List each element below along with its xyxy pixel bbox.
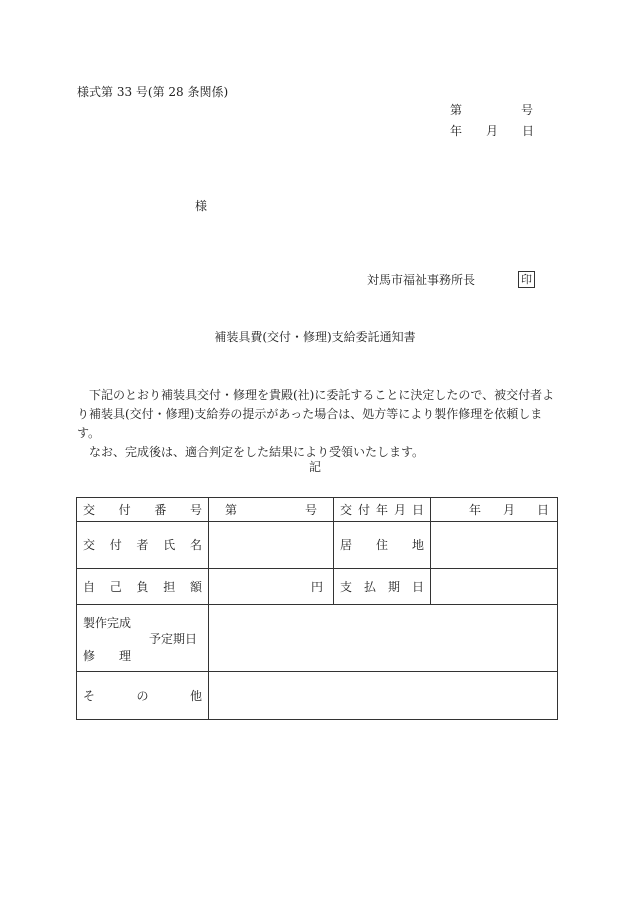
seal-stamp: 印 — [518, 271, 535, 288]
issue-date-year: 年 — [450, 124, 463, 138]
form-number: 様式第 33 号(第 28 条関係) — [77, 85, 229, 99]
body-paragraph-1: 下記のとおり補装具交付・修理を貴殿(社)に委託することに決定したので、被交付者より補装具(交付・修理)支給券の提示があった場合は、処方等により製作修理を依頼します。 — [77, 388, 555, 440]
label-issue-number: 交 付 番 号 — [77, 498, 209, 522]
label-other: そ の 他 — [77, 672, 209, 720]
issue-date — [450, 125, 534, 137]
ki-marker: 記 — [308, 460, 321, 474]
value-copay — [209, 569, 334, 605]
doc-number-suffix: 号 — [521, 103, 534, 117]
value-other — [209, 672, 558, 720]
addressee-honorific: 様 — [195, 199, 208, 213]
copay-unit: 円 — [310, 579, 323, 594]
label-completion-top: 製作完成 — [83, 616, 132, 630]
value-address — [431, 522, 558, 569]
body-text — [77, 386, 559, 462]
value-recipient-name — [209, 522, 334, 569]
label-address: 居 住 地 — [334, 522, 431, 569]
details-table — [76, 497, 558, 720]
value-issue-number: 第 号 — [209, 498, 334, 522]
value-completion-date — [209, 605, 558, 672]
label-payment-date: 支 払 期 日 — [334, 569, 431, 605]
label-recipient-name: 交 付 者 氏 名 — [77, 522, 209, 569]
row-other — [77, 672, 558, 720]
row-issue-number — [77, 498, 558, 522]
label-completion-mid: 予定期日 — [149, 632, 198, 646]
issue-date-month: 月 — [486, 124, 499, 138]
row-recipient — [77, 522, 558, 569]
issue-date-day: 日 — [522, 124, 535, 138]
label-copay: 自 己 負 担 額 — [77, 569, 209, 605]
label-completion-repair-2: 理 — [119, 649, 132, 663]
row-completion — [77, 605, 558, 672]
label-issue-date: 交 付 年 月 日 — [334, 498, 431, 522]
row-copay — [77, 569, 558, 605]
body-paragraph-2: なお、完成後は、適合判定をした結果により受領いたします。 — [89, 445, 425, 459]
value-payment-date — [431, 569, 558, 605]
doc-number-prefix: 第 — [450, 103, 463, 117]
issuer-name: 対馬市福祉事務所長 — [367, 273, 476, 287]
label-completion-repair-1: 修 — [83, 649, 96, 663]
document-title: 補装具費(交付・修理)支給委託通知書 — [214, 330, 416, 344]
label-completion-date — [77, 605, 209, 672]
value-issue-date: 年 月 日 — [431, 498, 558, 522]
